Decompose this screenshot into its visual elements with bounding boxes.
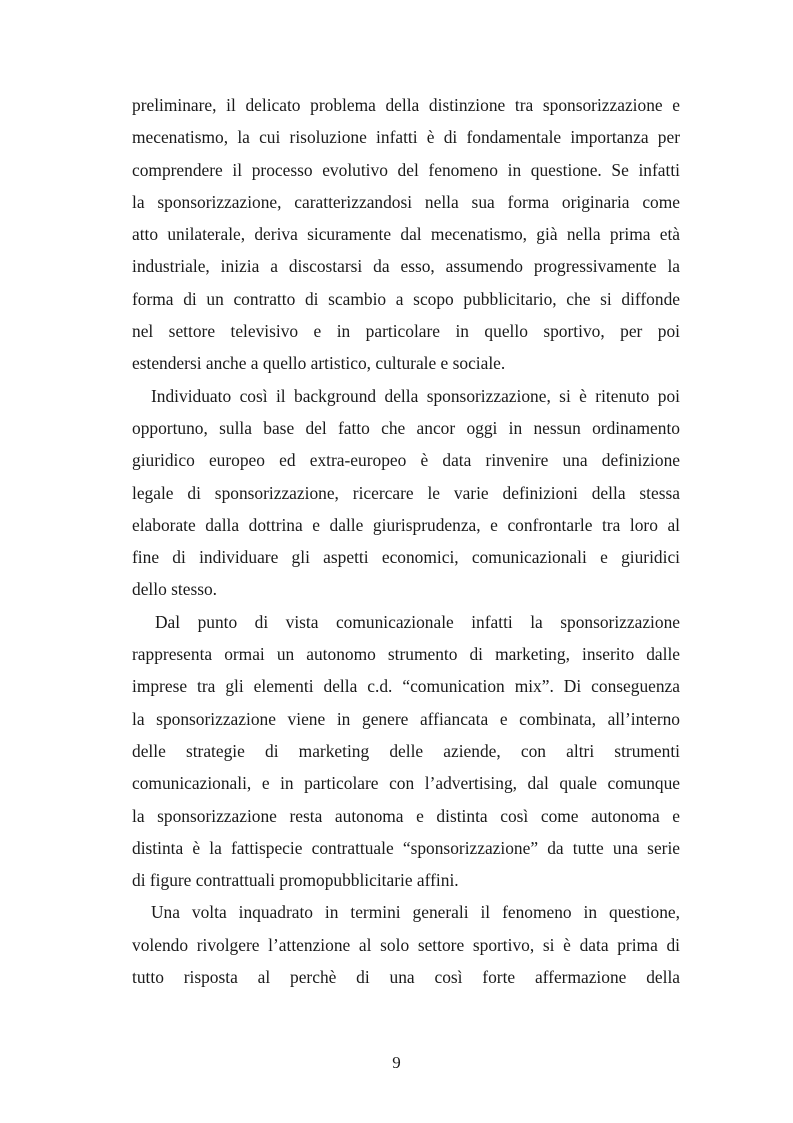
text-line: Individuato così il background della sponsorizzazione, si è ritenuto poi xyxy=(151,385,680,406)
text-line: comprendere il processo evolutivo del fenomeno in questione. Se infatti xyxy=(132,159,680,180)
text-line: la sponsorizzazione, caratterizzandosi nella sua forma originaria come xyxy=(132,191,680,212)
text-line: comunicazionali, e in particolare con l’advertising, dal quale comunque xyxy=(132,773,680,794)
body-text xyxy=(132,89,680,993)
text-line: legale di sponsorizzazione, ricercare le varie definizioni della stessa xyxy=(132,482,680,503)
text-line: la sponsorizzazione viene in genere affiancata e combinata, all’interno xyxy=(132,708,680,729)
text-line: la sponsorizzazione resta autonoma e distinta così come autonoma e xyxy=(132,805,680,826)
text-line: imprese tra gli elementi della c.d. “comunication mix”. Di conseguenza xyxy=(132,676,680,697)
page-number: 9 xyxy=(392,1053,401,1072)
text-line: Una volta inquadrato in termini generali il fenomeno in questione, xyxy=(151,902,680,923)
text-line: dello stesso. xyxy=(132,579,218,600)
text-line: distinta è la fattispecie contrattuale “sponsorizzazione” da tutte una serie xyxy=(132,837,680,858)
text-line: tutto risposta al perchè di una così forte affermazione della xyxy=(132,967,680,988)
text-line: mecenatismo, la cui risoluzione infatti è di fondamentale importanza per xyxy=(132,127,680,148)
text-line: fine di individuare gli aspetti economici, comunicazionali e giuridici xyxy=(132,547,680,568)
text-line: forma di un contratto di scambio a scopo pubblicitario, che si diffonde xyxy=(132,288,680,309)
text-line: delle strategie di marketing delle aziende, con altri strumenti xyxy=(132,740,680,761)
text-line: rappresenta ormai un autonomo strumento di marketing, inserito dalle xyxy=(132,644,680,665)
text-line: preliminare, il delicato problema della distinzione tra sponsorizzazione e xyxy=(132,95,680,115)
text-line: atto unilaterale, deriva sicuramente dal mecenatismo, già nella prima età xyxy=(132,224,680,245)
text-line: volendo rivolgere l’attenzione al solo settore sportivo, si è data prima di xyxy=(132,934,680,955)
text-line: di figure contrattuali promopubblicitarie affini. xyxy=(132,870,459,891)
text-line: Dal punto di vista comunicazionale infatti la sponsorizzazione xyxy=(155,611,680,632)
text-line: estendersi anche a quello artistico, culturale e sociale. xyxy=(132,353,506,374)
text-line: elaborate dalla dottrina e dalle giurisprudenza, e confrontarle tra loro al xyxy=(132,514,680,535)
text-line: nel settore televisivo e in particolare in quello sportivo, per poi xyxy=(132,321,680,342)
text-line: industriale, inizia a discostarsi da esso, assumendo progressivamente la xyxy=(132,256,680,277)
text-line: opportuno, sulla base del fatto che ancor oggi in nessun ordinamento xyxy=(132,417,680,438)
text-line: giuridico europeo ed extra-europeo è data rinvenire una definizione xyxy=(132,450,680,471)
